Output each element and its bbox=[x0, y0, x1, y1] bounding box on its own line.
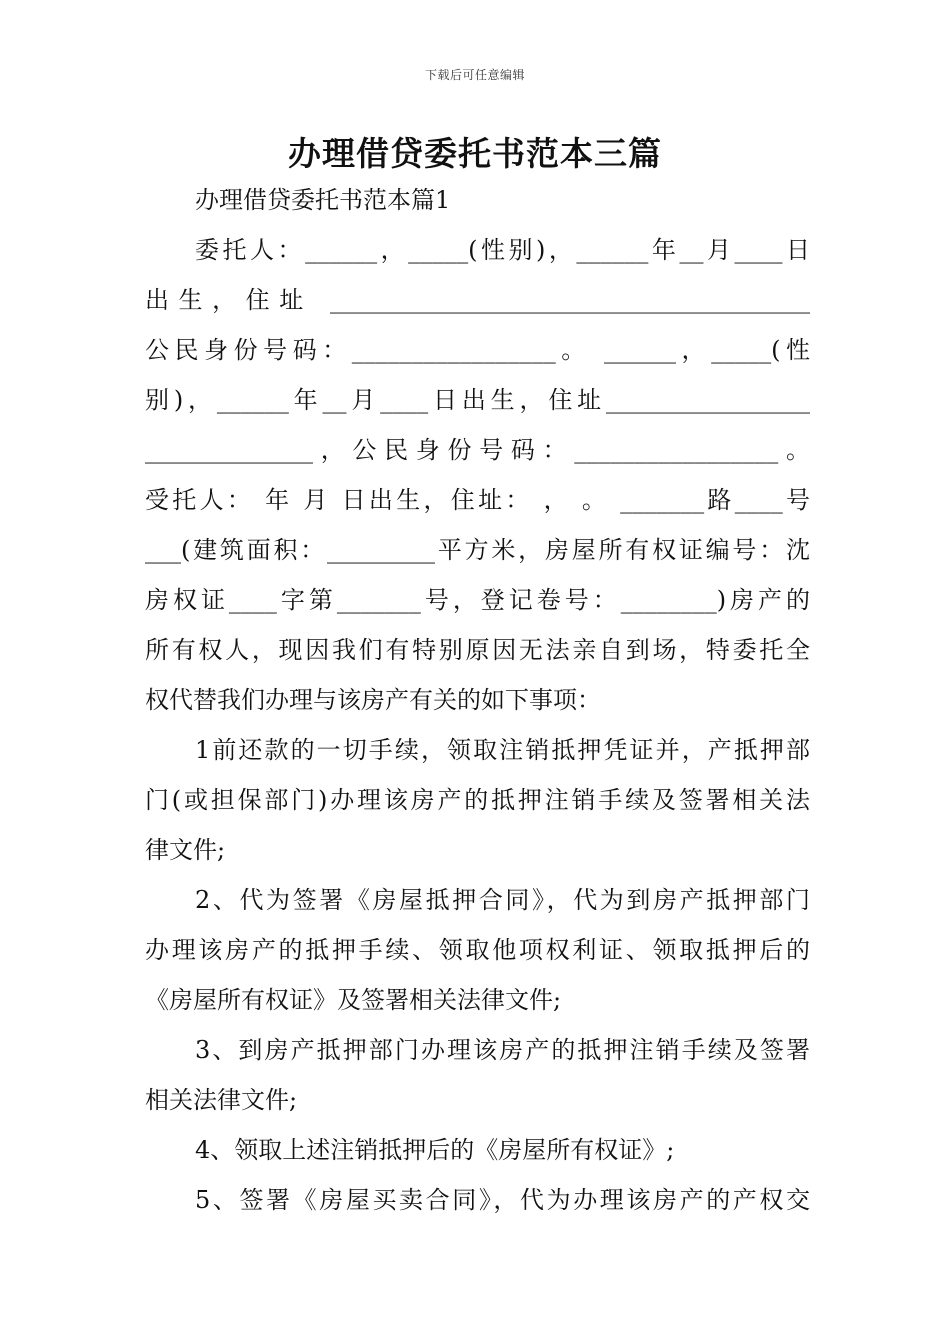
list-item: 2、代为签署《房屋抵押合同》，代为到房产抵押部门 bbox=[195, 886, 810, 914]
header-note: 下载后可任意编辑 bbox=[424, 68, 525, 82]
body-line: 委托人：______，_____(性别)，______年__月____日 bbox=[195, 236, 810, 264]
body-line: 权代替我们办理与该房产有关的如下事项： bbox=[145, 686, 601, 714]
body-line: ______________，公民身份号码：_________________。 bbox=[145, 436, 810, 464]
body-line: 出生，住址 ________________________________________ bbox=[145, 286, 810, 314]
body-line: 房权证____字第_______号，登记卷号：________)房产的 bbox=[145, 586, 810, 614]
body-line: 受托人： 年 月 日出生，住址： ， 。 _______路____号 bbox=[145, 486, 810, 514]
body-line: 《房屋所有权证》及签署相关法律文件; bbox=[145, 986, 562, 1014]
document-title: 办理借贷委托书范本三篇 bbox=[288, 134, 662, 173]
body-line: 公民身份号码：_________________。 ______，_____(性 bbox=[145, 336, 810, 364]
body-line: 相关法律文件; bbox=[145, 1086, 298, 1114]
body-line: 别)，______年__月____日出生，住址_________________ bbox=[145, 386, 810, 414]
list-item: 5、签署《房屋买卖合同》，代为办理该房产的产权交 bbox=[195, 1186, 810, 1214]
body-line: 办理该房产的抵押手续、领取他项权利证、领取抵押后的 bbox=[145, 936, 810, 964]
list-item: 1前还款的一切手续，领取注销抵押凭证并，产抵押部 bbox=[195, 736, 810, 764]
body-line: 律文件; bbox=[145, 836, 226, 864]
list-item: 3、到房产抵押部门办理该房产的抵押注销手续及签署 bbox=[195, 1036, 810, 1064]
list-item: 4、领取上述注销抵押后的《房屋所有权证》; bbox=[195, 1136, 675, 1164]
body-line: ___(建筑面积：_________平方米，房屋所有权证编号：沈 bbox=[145, 536, 810, 564]
body-line: 所有权人，现因我们有特别原因无法亲自到场，特委托全 bbox=[145, 636, 810, 664]
body-line: 门(或担保部门)办理该房产的抵押注销手续及签署相关法 bbox=[145, 786, 810, 814]
section-heading: 办理借贷委托书范本篇1 bbox=[195, 186, 451, 214]
